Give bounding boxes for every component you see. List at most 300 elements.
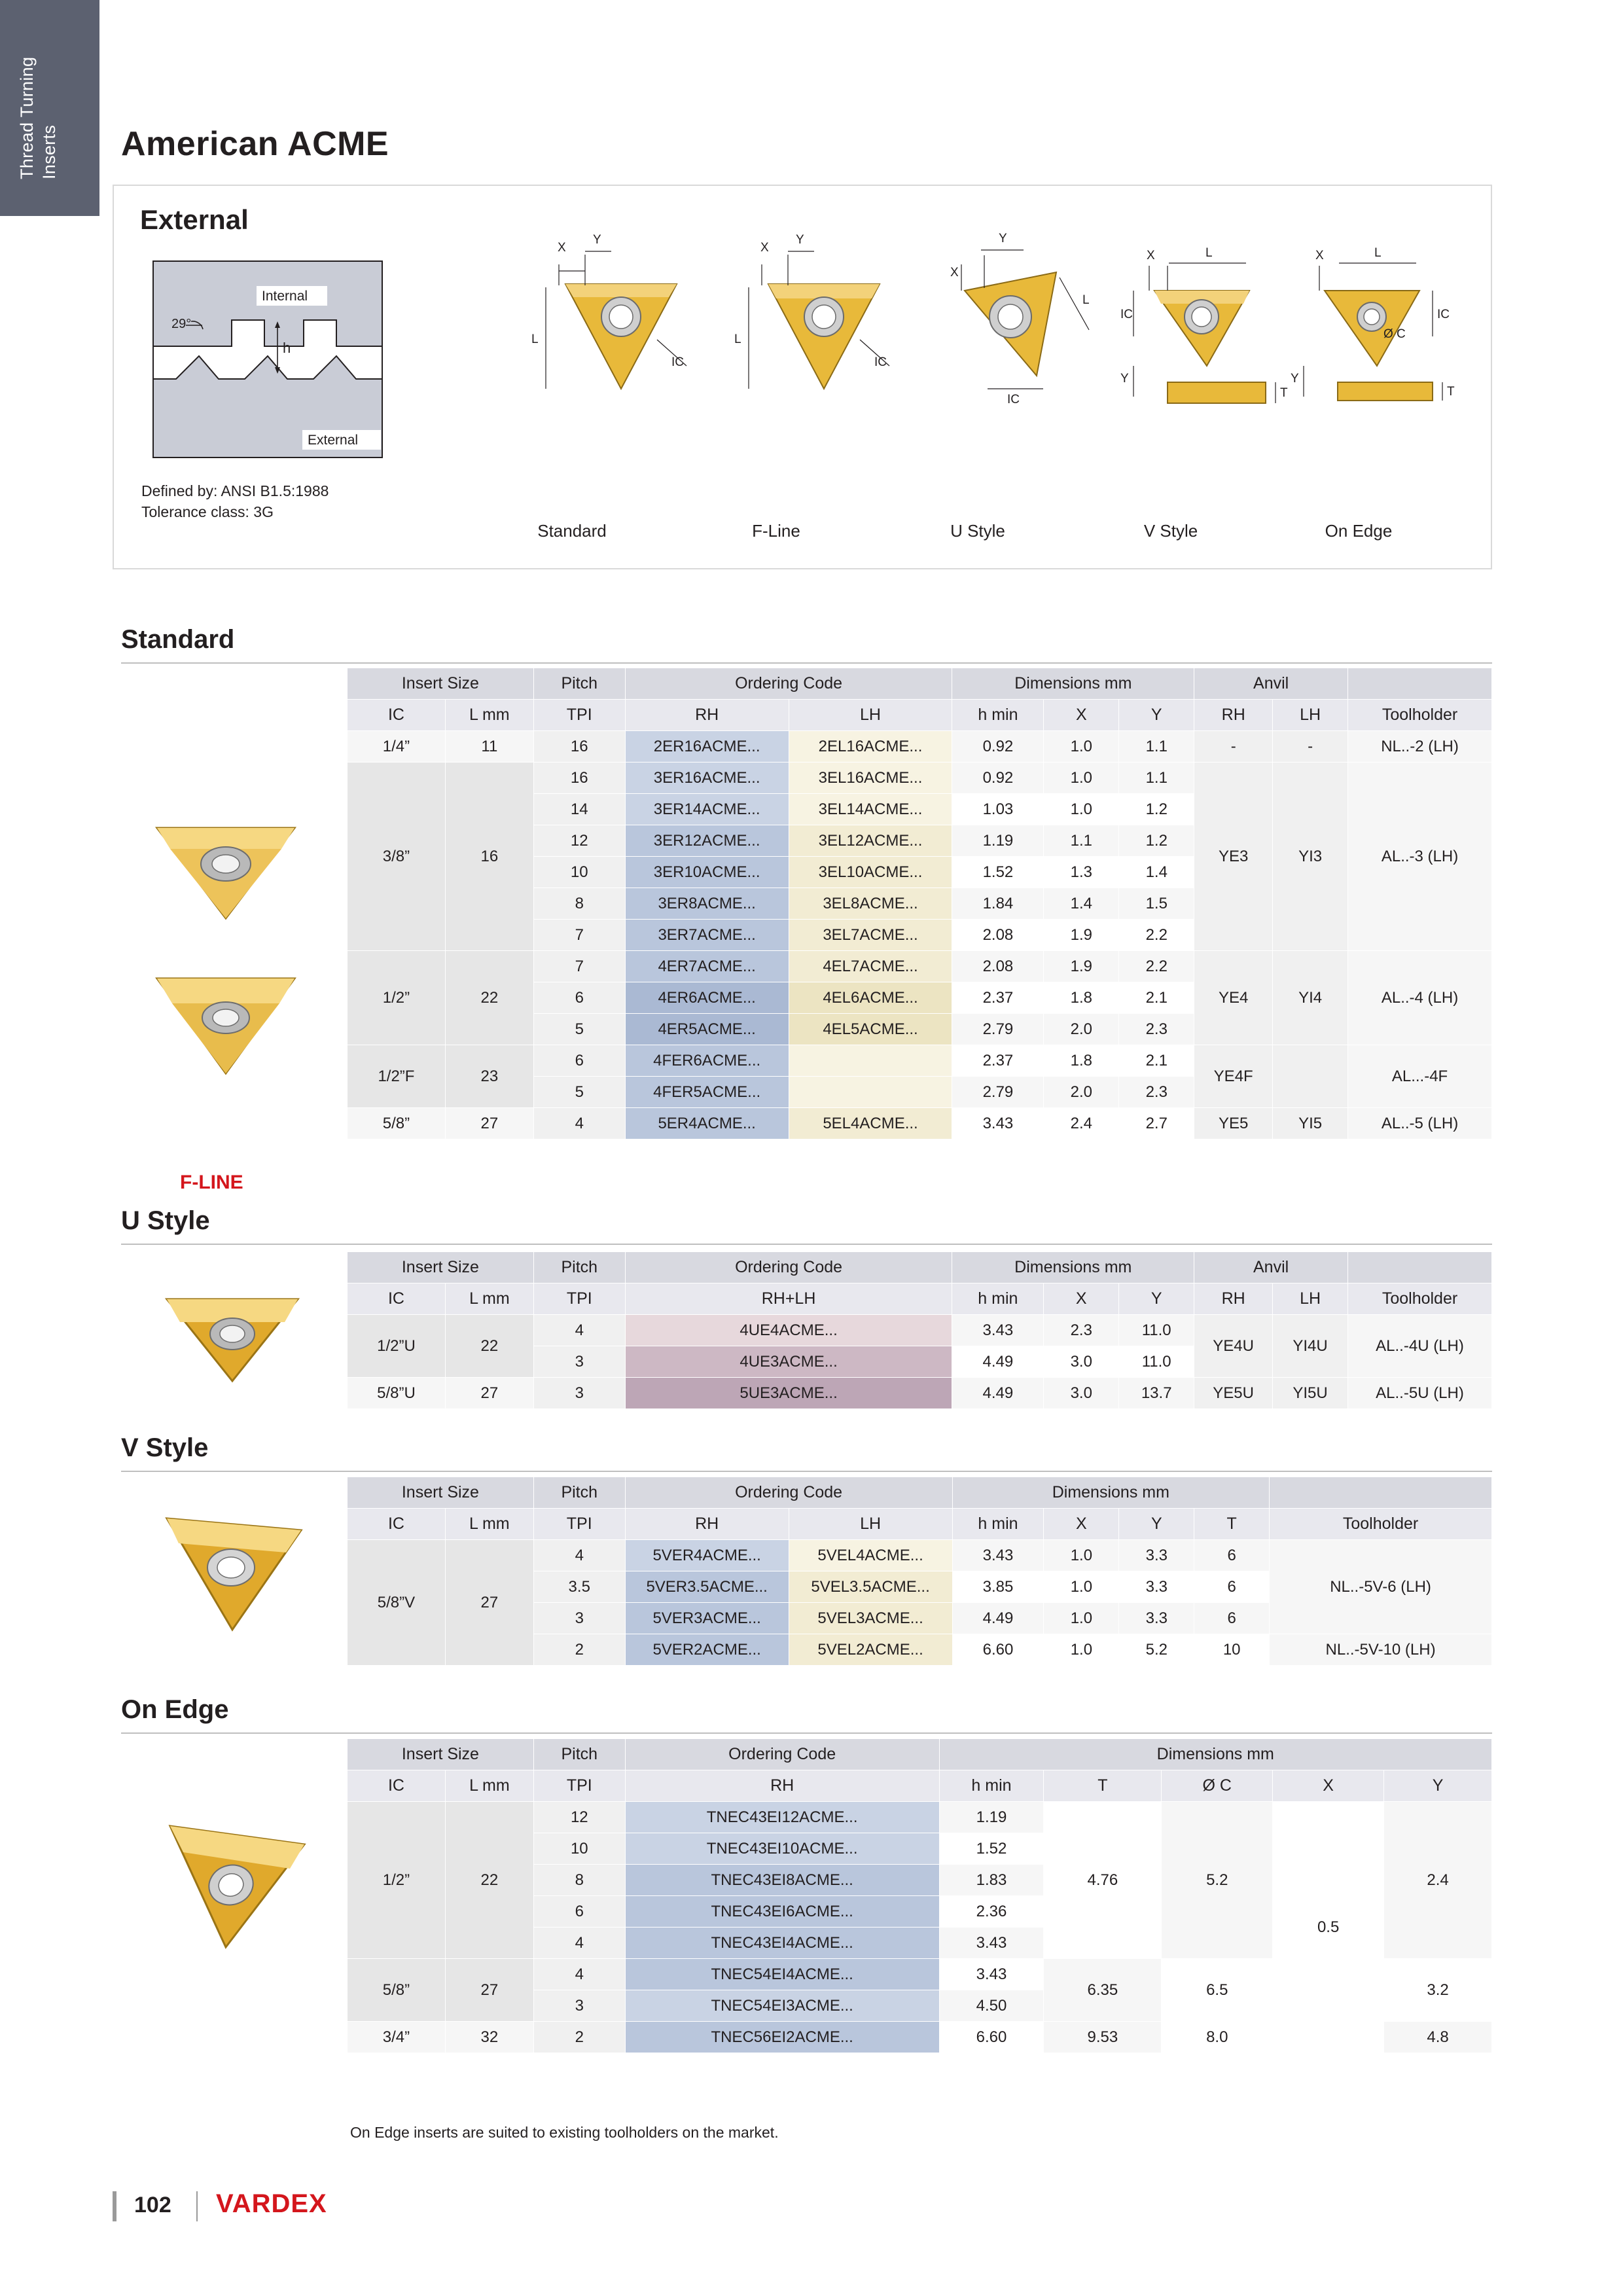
svg-text:Y: Y [593, 233, 601, 247]
svg-text:L: L [1374, 246, 1382, 260]
cell-hmin: 2.79 [952, 1014, 1044, 1045]
col-hmin: h min [952, 1509, 1044, 1540]
cell-l: 27 [445, 1959, 533, 2022]
cell-y: 1.5 [1119, 888, 1194, 920]
insert-photo-onedge [147, 1806, 324, 1964]
cell-tpi: 3 [533, 1990, 625, 2022]
svg-text:L: L [734, 332, 741, 346]
table-ustyle [347, 1251, 1492, 1409]
cell-rh: 4FER6ACME... [625, 1045, 789, 1077]
group-anvil: Anvil [1194, 668, 1348, 700]
col-anvil-lh: LH [1273, 1283, 1348, 1315]
cell-x: 1.0 [1044, 1634, 1119, 1666]
cell-x: 1.1 [1044, 825, 1119, 857]
cell-hmin: 3.43 [952, 1540, 1044, 1571]
col-toolholder: Toolholder [1348, 700, 1492, 731]
cell-toolholder: AL..-4 (LH) [1348, 951, 1492, 1045]
group-insert-size: Insert Size [348, 668, 534, 700]
cell-t: 4.76 [1044, 1802, 1162, 1959]
illustration-panel [113, 185, 1492, 569]
cell-l: 27 [445, 1540, 533, 1666]
footer-divider [196, 2191, 198, 2221]
group-ordering-code: Ordering Code [625, 668, 952, 700]
insert-style-diagrams [507, 225, 1475, 467]
cell-l: 22 [445, 1315, 533, 1378]
svg-text:h: h [283, 340, 291, 356]
cell-hmin: 6.60 [939, 2022, 1044, 2053]
group-dimensions: Dimensions mm [952, 1252, 1194, 1283]
group-ordering-code: Ordering Code [625, 1739, 939, 1770]
table-ustyle-column-header [348, 1283, 1492, 1315]
cell-hmin: 1.19 [952, 825, 1044, 857]
table-standard-group-header [348, 668, 1492, 700]
cell-lh: 5VEL2ACME... [789, 1634, 952, 1666]
group-insert-size: Insert Size [348, 1252, 534, 1283]
svg-text:Y: Y [1120, 372, 1129, 386]
cell-rh: 3ER8ACME... [625, 888, 789, 920]
cell-lh: 4EL7ACME... [789, 951, 952, 982]
page-title: American ACME [121, 125, 389, 163]
cell-hmin: 4.49 [952, 1378, 1044, 1409]
insert-photo-fline [141, 952, 311, 1083]
cell-l: 16 [445, 762, 533, 951]
cell-anvil-lh: YI4U [1273, 1315, 1348, 1378]
cell-anvil-lh: YI4 [1273, 951, 1348, 1045]
col-lh: LH [789, 700, 952, 731]
cell-rh: TNEC43EI6ACME... [625, 1896, 939, 1928]
cell-tpi: 10 [533, 857, 625, 888]
table-row [348, 1802, 1492, 1833]
cell-x: 1.0 [1044, 794, 1119, 825]
defined-by-line2: Tolerance class: 3G [141, 503, 274, 520]
col-anvil-rh: RH [1194, 700, 1273, 731]
svg-text:X: X [950, 266, 959, 279]
cell-y: 5.2 [1119, 1634, 1194, 1666]
cell-x: 1.0 [1044, 1603, 1119, 1634]
cell-lh: 5VEL3.5ACME... [789, 1571, 952, 1603]
cell-rh: 3ER16ACME... [625, 762, 789, 794]
cell-tpi: 6 [533, 982, 625, 1014]
insert-label-standard: Standard [537, 521, 607, 541]
cell-toolholder: NL..-2 (LH) [1348, 731, 1492, 762]
col-x: X [1044, 1283, 1119, 1315]
col-x: X [1273, 1770, 1384, 1802]
insert-photo-standard [141, 802, 311, 926]
cell-tpi: 7 [533, 951, 625, 982]
cell-rh: TNEC43EI4ACME... [625, 1928, 939, 1959]
col-tpi: TPI [533, 1283, 625, 1315]
cell-y: 3.3 [1119, 1571, 1194, 1603]
cell-rh: TNEC54EI4ACME... [625, 1959, 939, 1990]
table-row [348, 731, 1492, 762]
cell-y: 1.1 [1119, 731, 1194, 762]
cell-lh: 3EL8ACME... [789, 888, 952, 920]
cell-x: 1.4 [1044, 888, 1119, 920]
cell-hmin: 4.49 [952, 1346, 1044, 1378]
col-rh: RH [625, 700, 789, 731]
cell-x: 0.5 [1273, 1802, 1384, 2053]
cell-lh: 3EL14ACME... [789, 794, 952, 825]
cell-x: 1.0 [1044, 731, 1119, 762]
cell-tpi: 3 [533, 1603, 625, 1634]
col-lh: LH [789, 1509, 952, 1540]
cell-l: 11 [445, 731, 533, 762]
cell-tpi: 2 [533, 2022, 625, 2053]
table-row [348, 762, 1492, 794]
cell-tpi: 16 [533, 762, 625, 794]
cell-y: 2.1 [1119, 1045, 1194, 1077]
svg-text:X: X [1315, 249, 1324, 262]
cell-tpi: 4 [533, 1315, 625, 1346]
cell-code: 4UE3ACME... [625, 1346, 952, 1378]
insert-label-onedge: On Edge [1325, 521, 1393, 541]
cell-tpi: 8 [533, 888, 625, 920]
cell-rh: TNEC54EI3ACME... [625, 1990, 939, 2022]
side-tab [0, 0, 99, 216]
table-onedge-group-header [348, 1739, 1492, 1770]
cell-lh: 3EL7ACME... [789, 920, 952, 951]
cell-t: 10 [1194, 1634, 1270, 1666]
cell-rh: TNEC43EI10ACME... [625, 1833, 939, 1865]
cell-lh: 3EL16ACME... [789, 762, 952, 794]
table-standard-column-header [348, 700, 1492, 731]
group-dimensions: Dimensions mm [952, 1477, 1270, 1509]
svg-text:X: X [1147, 249, 1155, 262]
cell-ic: 1/2”F [348, 1045, 446, 1108]
col-ic: IC [348, 700, 446, 731]
cell-y: 2.3 [1119, 1077, 1194, 1108]
col-ic: IC [348, 1283, 446, 1315]
cell-l: 22 [445, 1802, 533, 1959]
cell-y: 3.3 [1119, 1540, 1194, 1571]
cell-y: 2.4 [1384, 1802, 1492, 1959]
cell-tpi: 16 [533, 731, 625, 762]
cell-rh: 3ER14ACME... [625, 794, 789, 825]
svg-text:External: External [308, 433, 359, 448]
cell-x: 1.9 [1044, 951, 1119, 982]
cell-ic: 5/8” [348, 1959, 446, 2022]
cell-tpi: 5 [533, 1014, 625, 1045]
cell-tpi: 12 [533, 1802, 625, 1833]
col-toolholder: Toolholder [1348, 1283, 1492, 1315]
group-pitch: Pitch [533, 1477, 625, 1509]
cell-anvil-rh: YE4U [1194, 1315, 1273, 1378]
cell-hmin: 2.08 [952, 920, 1044, 951]
svg-text:Y: Y [796, 233, 804, 247]
svg-text:X: X [558, 241, 566, 255]
cell-x: 3.0 [1044, 1346, 1119, 1378]
cell-tpi: 6 [533, 1896, 625, 1928]
cell-tpi: 4 [533, 1540, 625, 1571]
section-heading-standard: Standard [121, 625, 235, 654]
cell-y: 1.4 [1119, 857, 1194, 888]
cell-rh: TNEC43EI12ACME... [625, 1802, 939, 1833]
cell-code: 4UE4ACME... [625, 1315, 952, 1346]
svg-text:T: T [1447, 385, 1455, 399]
cell-y: 4.8 [1384, 2022, 1492, 2053]
cell-tpi: 5 [533, 1077, 625, 1108]
cell-ic: 1/2” [348, 1802, 446, 1959]
side-tab-line1: Thread Turning [17, 56, 37, 179]
group-pitch: Pitch [533, 1739, 625, 1770]
cell-x: 1.9 [1044, 920, 1119, 951]
illustration-title: External [140, 204, 249, 235]
cell-tpi: 10 [533, 1833, 625, 1865]
cell-t: 6 [1194, 1540, 1270, 1571]
cell-anvil-lh [1273, 1045, 1348, 1108]
cell-y: 3.3 [1119, 1603, 1194, 1634]
insert-label-ustyle: U Style [950, 521, 1005, 541]
group-insert-size: Insert Size [348, 1477, 534, 1509]
svg-text:Ø C: Ø C [1383, 327, 1406, 341]
group-pitch: Pitch [533, 668, 625, 700]
col-t: T [1194, 1509, 1270, 1540]
cell-hmin: 3.43 [952, 1315, 1044, 1346]
cell-c: 6.5 [1162, 1959, 1273, 2022]
cell-hmin: 2.36 [939, 1896, 1044, 1928]
cell-x: 2.0 [1044, 1077, 1119, 1108]
col-tpi: TPI [533, 1509, 625, 1540]
col-hmin: h min [952, 1283, 1044, 1315]
cell-hmin: 4.50 [939, 1990, 1044, 2022]
col-y: Y [1384, 1770, 1492, 1802]
thread-profile-diagram [140, 248, 395, 477]
cell-lh: 5EL4ACME... [789, 1108, 952, 1139]
svg-text:Internal: Internal [262, 289, 308, 304]
cell-lh: 3EL12ACME... [789, 825, 952, 857]
group-blank [1270, 1477, 1492, 1509]
cell-hmin: 1.52 [939, 1833, 1044, 1865]
cell-tpi: 4 [533, 1959, 625, 1990]
col-l: L mm [445, 700, 533, 731]
cell-ic: 3/8” [348, 762, 446, 951]
cell-ic: 1/2” [348, 951, 446, 1045]
col-l: L mm [445, 1283, 533, 1315]
cell-l: 23 [445, 1045, 533, 1108]
cell-ic: 3/4” [348, 2022, 446, 2053]
cell-y: 13.7 [1119, 1378, 1194, 1409]
table-row [348, 1045, 1492, 1077]
cell-y: 3.2 [1384, 1959, 1492, 2022]
cell-hmin: 0.92 [952, 731, 1044, 762]
cell-rh: 5ER4ACME... [625, 1108, 789, 1139]
cell-rh: 3ER7ACME... [625, 920, 789, 951]
col-anvil-rh: RH [1194, 1283, 1273, 1315]
cell-y: 2.7 [1119, 1108, 1194, 1139]
fline-logo: F-LINE [180, 1172, 243, 1193]
section-rule-ustyle [121, 1244, 1492, 1245]
col-y: Y [1119, 700, 1194, 731]
cell-rh: TNEC43EI8ACME... [625, 1865, 939, 1896]
cell-y: 2.2 [1119, 951, 1194, 982]
col-toolholder: Toolholder [1270, 1509, 1492, 1540]
cell-hmin: 1.03 [952, 794, 1044, 825]
cell-anvil-lh: YI5U [1273, 1378, 1348, 1409]
col-hmin: h min [939, 1770, 1044, 1802]
cell-rh: 3ER12ACME... [625, 825, 789, 857]
cell-l: 22 [445, 951, 533, 1045]
cell-x: 3.0 [1044, 1378, 1119, 1409]
col-hmin: h min [952, 700, 1044, 731]
table-vstyle-group-header [348, 1477, 1492, 1509]
cell-rh: 5VER3ACME... [625, 1603, 789, 1634]
cell-ic: 5/8”V [348, 1540, 446, 1666]
section-rule-vstyle [121, 1471, 1492, 1472]
cell-l: 27 [445, 1378, 533, 1409]
cell-y: 1.1 [1119, 762, 1194, 794]
table-ustyle-group-header [348, 1252, 1492, 1283]
cell-hmin: 1.84 [952, 888, 1044, 920]
section-heading-onedge: On Edge [121, 1695, 229, 1724]
group-dimensions: Dimensions mm [939, 1739, 1491, 1770]
cell-tpi: 3 [533, 1378, 625, 1409]
cell-rh: TNEC56EI2ACME... [625, 2022, 939, 2053]
cell-rh: 3ER10ACME... [625, 857, 789, 888]
cell-t: 6.35 [1044, 1959, 1162, 2022]
svg-text:IC: IC [1120, 308, 1133, 321]
col-l: L mm [445, 1770, 533, 1802]
cell-x: 2.3 [1044, 1315, 1119, 1346]
cell-t: 6 [1194, 1571, 1270, 1603]
col-x: X [1044, 700, 1119, 731]
insert-photo-vstyle [147, 1499, 317, 1643]
footer-accent-bar [113, 2191, 116, 2221]
cell-t: 6 [1194, 1603, 1270, 1634]
table-onedge [347, 1738, 1492, 2053]
cell-hmin: 3.43 [952, 1108, 1044, 1139]
cell-toolholder: AL...-4F [1348, 1045, 1492, 1108]
col-tpi: TPI [533, 1770, 625, 1802]
cell-hmin: 3.85 [952, 1571, 1044, 1603]
brand-logo: VARDEX [216, 2189, 327, 2218]
section-rule-onedge [121, 1732, 1492, 1734]
cell-ic: 1/4” [348, 731, 446, 762]
cell-x: 1.0 [1044, 762, 1119, 794]
cell-tpi: 7 [533, 920, 625, 951]
cell-tpi: 3 [533, 1346, 625, 1378]
col-rh: RH [625, 1770, 939, 1802]
cell-hmin: 2.79 [952, 1077, 1044, 1108]
cell-hmin: 1.52 [952, 857, 1044, 888]
cell-l: 27 [445, 1108, 533, 1139]
cell-y: 11.0 [1119, 1346, 1194, 1378]
cell-toolholder: AL..-3 (LH) [1348, 762, 1492, 951]
cell-lh: 5VEL4ACME... [789, 1540, 952, 1571]
svg-text:T: T [1280, 386, 1288, 400]
cell-hmin: 4.49 [952, 1603, 1044, 1634]
cell-tpi: 4 [533, 1108, 625, 1139]
table-vstyle [347, 1477, 1492, 1666]
cell-tpi: 2 [533, 1634, 625, 1666]
cell-anvil-lh: YI5 [1273, 1108, 1348, 1139]
cell-hmin: 6.60 [952, 1634, 1044, 1666]
group-ordering-code: Ordering Code [625, 1252, 952, 1283]
cell-hmin: 2.37 [952, 982, 1044, 1014]
col-anvil-lh: LH [1273, 700, 1348, 731]
section-rule-standard [121, 662, 1492, 664]
side-tab-line2: Inserts [39, 124, 59, 179]
cell-l: 32 [445, 2022, 533, 2053]
standards-note [141, 480, 329, 522]
cell-rh: 4ER6ACME... [625, 982, 789, 1014]
cell-tpi: 6 [533, 1045, 625, 1077]
cell-y: 2.1 [1119, 982, 1194, 1014]
cell-lh [789, 1077, 952, 1108]
cell-lh: 3EL10ACME... [789, 857, 952, 888]
cell-y: 2.3 [1119, 1014, 1194, 1045]
cell-c: 5.2 [1162, 1802, 1273, 1959]
insert-photo-ustyle [151, 1276, 314, 1394]
svg-text:29°: 29° [171, 317, 192, 331]
table-row [348, 1378, 1492, 1409]
cell-rh: 2ER16ACME... [625, 731, 789, 762]
cell-y: 11.0 [1119, 1315, 1194, 1346]
cell-x: 1.3 [1044, 857, 1119, 888]
insert-label-fline: F-Line [752, 521, 800, 541]
col-rhlh: RH+LH [625, 1283, 952, 1315]
cell-y: 2.2 [1119, 920, 1194, 951]
cell-code: 5UE3ACME... [625, 1378, 952, 1409]
table-row [348, 951, 1492, 982]
insert-label-vstyle: V Style [1143, 521, 1198, 541]
cell-tpi: 3.5 [533, 1571, 625, 1603]
col-t: T [1044, 1770, 1162, 1802]
cell-anvil-rh: YE4 [1194, 951, 1273, 1045]
cell-anvil-rh: YE5U [1194, 1378, 1273, 1409]
col-ic: IC [348, 1770, 446, 1802]
col-x: X [1044, 1509, 1119, 1540]
group-dimensions: Dimensions mm [952, 668, 1194, 700]
svg-text:L: L [1082, 293, 1090, 307]
cell-lh: 4EL6ACME... [789, 982, 952, 1014]
table-standard [347, 668, 1492, 1139]
cell-toolholder: NL..-5V-6 (LH) [1270, 1540, 1492, 1634]
cell-rh: 5VER4ACME... [625, 1540, 789, 1571]
cell-y: 1.2 [1119, 825, 1194, 857]
group-ordering-code: Ordering Code [625, 1477, 952, 1509]
cell-rh: 5VER3.5ACME... [625, 1571, 789, 1603]
cell-rh: 4ER5ACME... [625, 1014, 789, 1045]
cell-x: 2.0 [1044, 1014, 1119, 1045]
col-rh: RH [625, 1509, 789, 1540]
cell-rh: 4FER5ACME... [625, 1077, 789, 1108]
cell-hmin: 1.19 [939, 1802, 1044, 1833]
col-y: Y [1119, 1283, 1194, 1315]
cell-anvil-lh: YI3 [1273, 762, 1348, 951]
cell-x: 1.0 [1044, 1571, 1119, 1603]
cell-t: 9.53 [1044, 2022, 1162, 2053]
svg-text:IC: IC [874, 355, 887, 369]
svg-text:L: L [531, 332, 539, 346]
cell-x: 1.8 [1044, 1045, 1119, 1077]
cell-y: 1.2 [1119, 794, 1194, 825]
cell-hmin: 0.92 [952, 762, 1044, 794]
group-pitch: Pitch [533, 1252, 625, 1283]
cell-toolholder: AL..-5U (LH) [1348, 1378, 1492, 1409]
svg-text:X: X [760, 241, 769, 255]
cell-x: 2.4 [1044, 1108, 1119, 1139]
section-heading-ustyle: U Style [121, 1206, 210, 1235]
col-y: Y [1119, 1509, 1194, 1540]
table-row [348, 1108, 1492, 1139]
table-row [348, 1315, 1492, 1346]
svg-text:Y: Y [999, 232, 1007, 245]
cell-tpi: 4 [533, 1928, 625, 1959]
cell-ic: 5/8” [348, 1108, 446, 1139]
svg-text:IC: IC [1437, 308, 1450, 321]
svg-text:Y: Y [1291, 372, 1299, 386]
cell-hmin: 1.83 [939, 1865, 1044, 1896]
